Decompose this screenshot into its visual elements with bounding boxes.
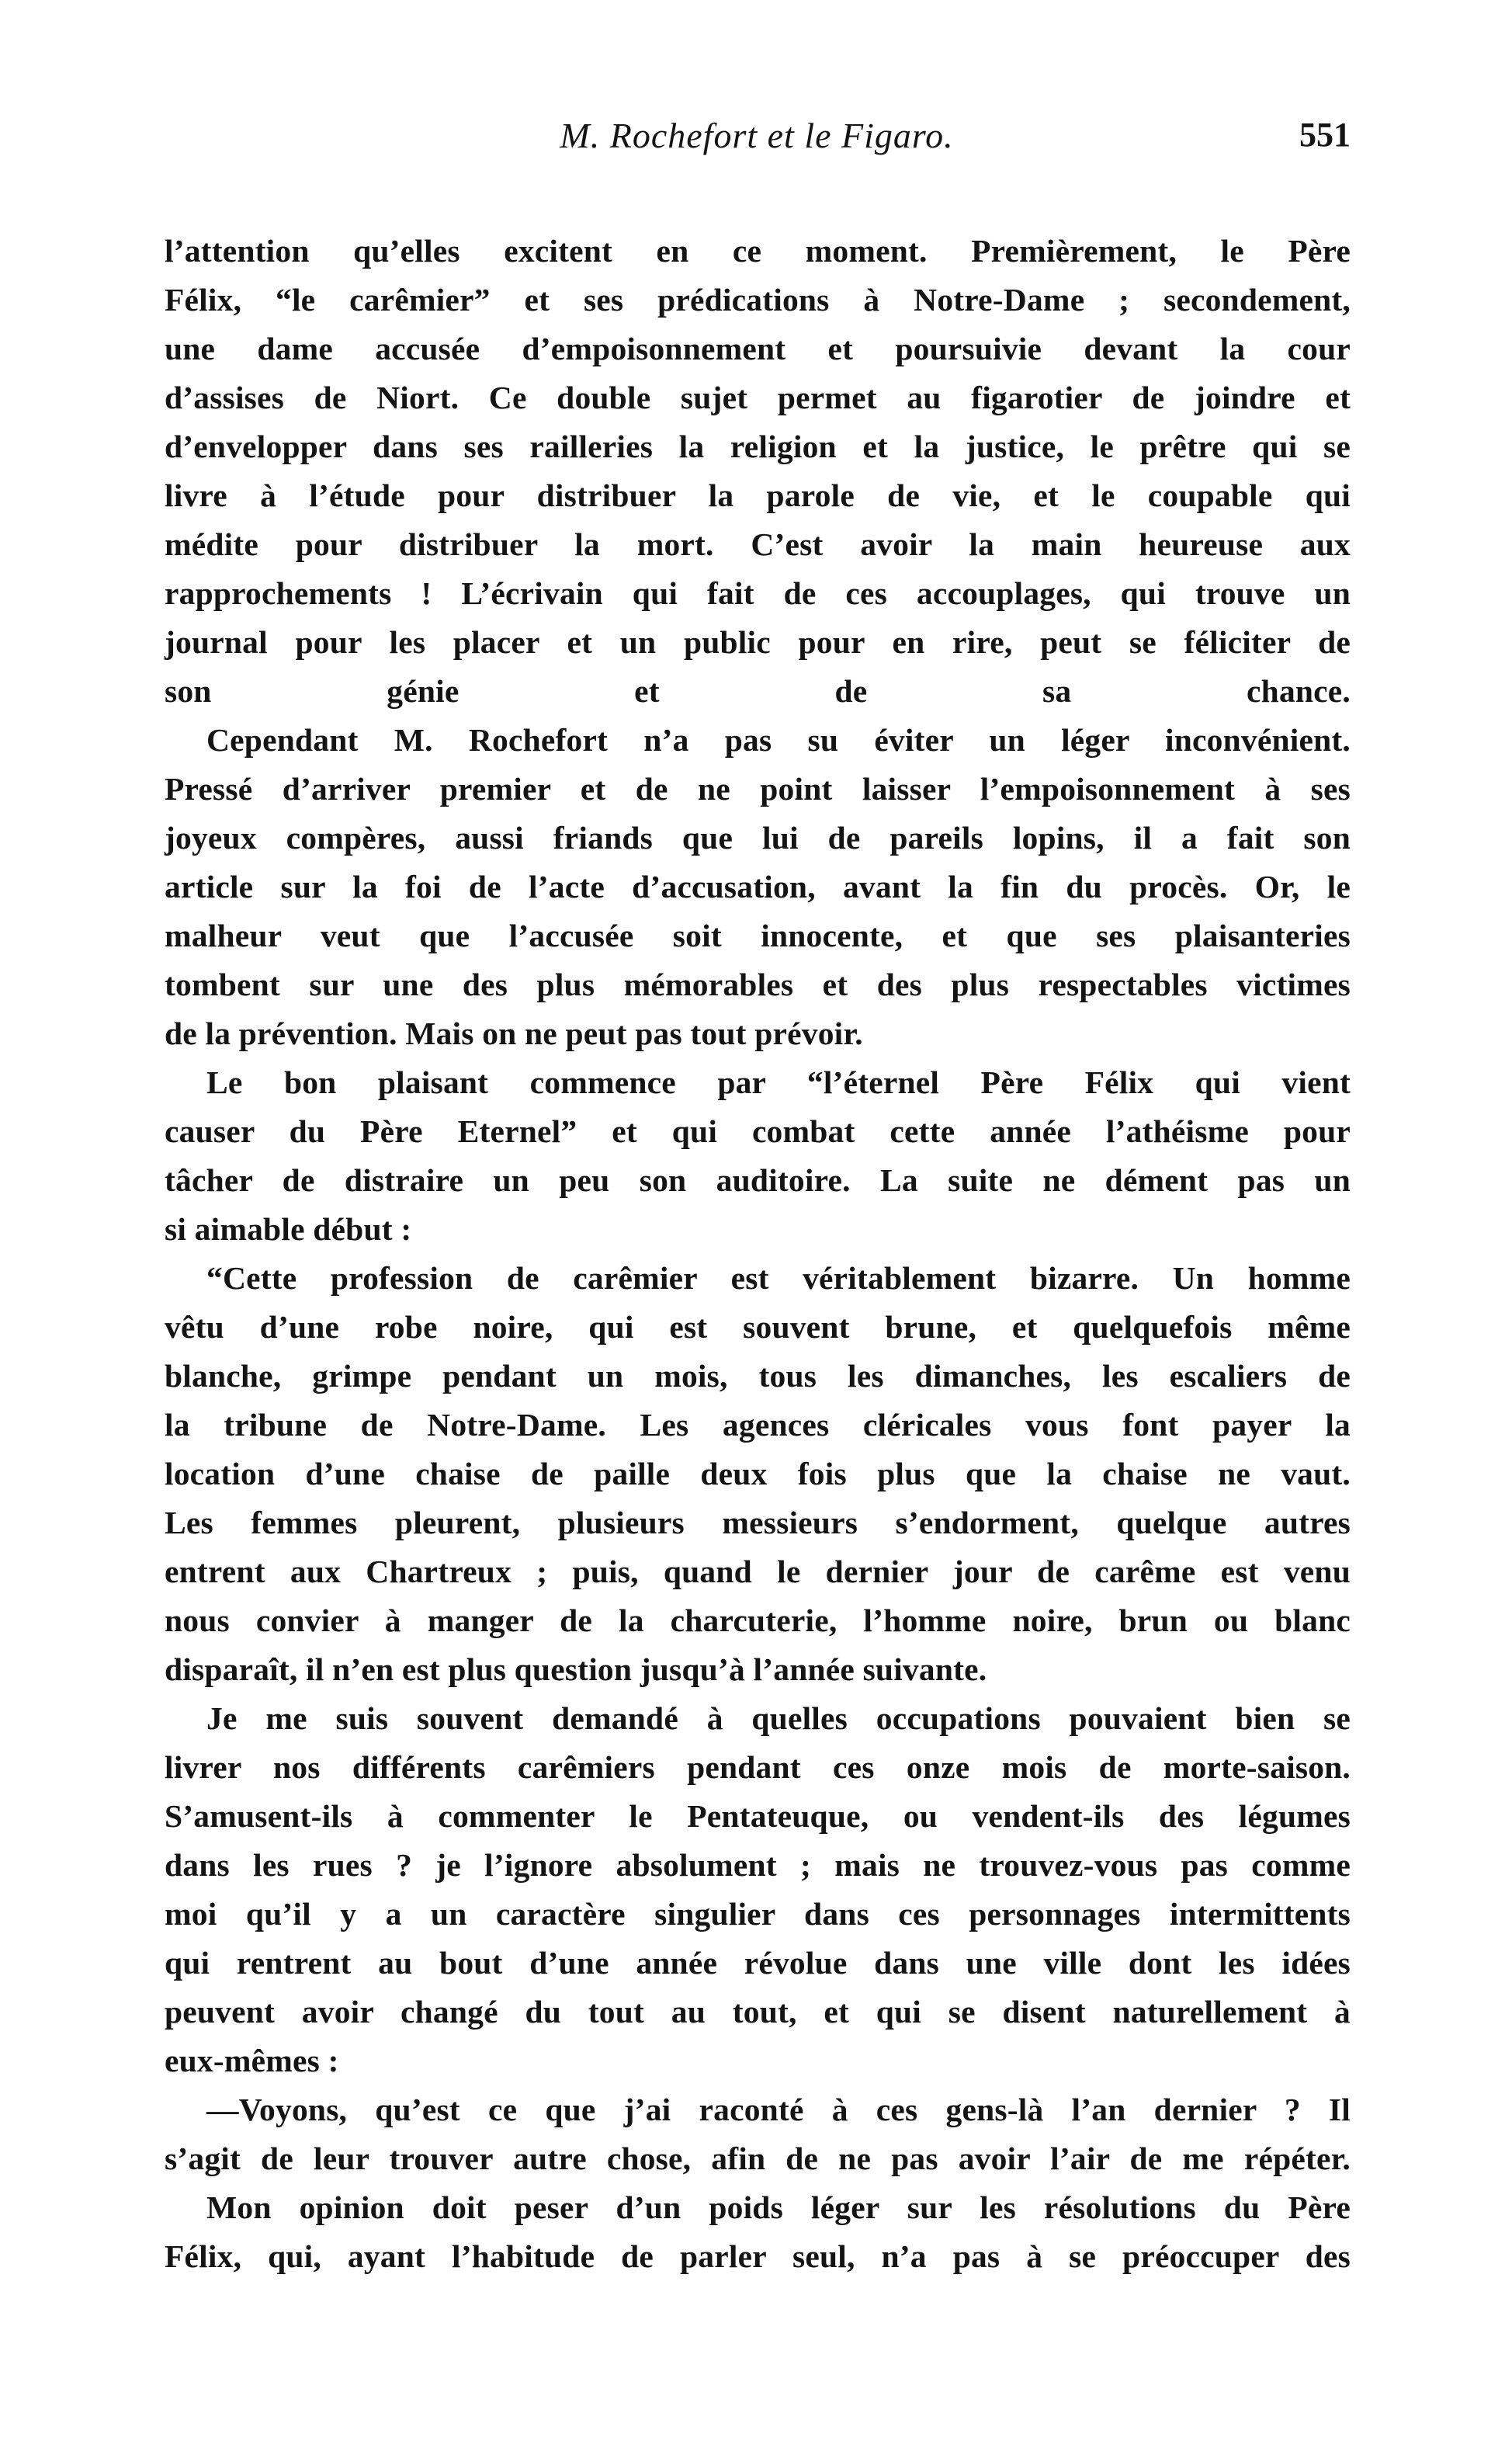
paragraph [165, 716, 1351, 1058]
text-line: vêtu d’une robe noire, qui est souvent brune, et quelquefois même [165, 1309, 1351, 1345]
text-line: causer du Père Eternel” et qui combat cette année l’athéisme pour [165, 1113, 1351, 1149]
paragraph [165, 1058, 1351, 1254]
text-line: nous convier à manger de la charcuterie, l’homme noire, brun ou blanc [165, 1603, 1351, 1638]
text-line: livre à l’étude pour distribuer la parole de vie, et le coupable qui [165, 477, 1351, 513]
text-line: location d’une chaise de paille deux fois plus que la chaise ne vaut. [165, 1456, 1351, 1491]
paragraph [165, 2183, 1351, 2281]
text-line: blanche, grimpe pendant un mois, tous les dimanches, les escaliers de [165, 1358, 1351, 1394]
text-line: disparaît, il n’en est plus question jusqu’à l’année suivante. [165, 1651, 987, 1687]
text-line: Cependant M. Rochefort n’a pas su éviter un léger inconvénient. [206, 722, 1351, 758]
text-line: tâcher de distraire un peu son auditoire. La suite ne dément pas un [165, 1162, 1351, 1198]
text-line: Les femmes pleurent, plusieurs messieurs s’endorment, quelque autres [165, 1505, 1351, 1540]
text-line: d’assises de Niort. Ce double sujet permet au figarotier de joindre et [165, 380, 1351, 415]
text-line: Félix, qui, ayant l’habitude de parler seul, n’a pas à se préoccuper des [165, 2238, 1351, 2274]
text-line: de la prévention. Mais on ne peut pas tout prévoir. [165, 1016, 863, 1051]
paragraph [165, 227, 1351, 716]
text-line: la tribune de Notre-Dame. Les agences cléricales vous font payer la [165, 1407, 1351, 1443]
text-line: si aimable début : [165, 1211, 412, 1247]
text-line: rapprochements ! L’écrivain qui fait de ces accouplages, qui trouve un [165, 575, 1351, 611]
body-text [165, 227, 1351, 2281]
running-title: M. Rochefort et le Figaro. [560, 116, 954, 155]
text-line: entrent aux Chartreux ; puis, quand le dernier jour de carême est venu [165, 1554, 1351, 1589]
text-line: l’attention qu’elles excitent en ce moment. Premièrement, le Père [165, 233, 1351, 269]
text-line: tombent sur une des plus mémorables et des plus respectables victimes [165, 967, 1351, 1002]
text-line: son génie et de sa chance. [165, 673, 1351, 709]
text-line: moi qu’il y a un caractère singulier dans ces personnages intermittents [165, 1896, 1351, 1932]
text-line: Pressé d’arriver premier et de ne point laisser l’empoisonnement à ses [165, 771, 1351, 807]
text-line: malheur veut que l’accusée soit innocente, et que ses plaisanteries [165, 918, 1351, 953]
text-line: joyeux compères, aussi friands que lui de pareils lopins, il a fait son [165, 820, 1351, 856]
text-line: journal pour les placer et un public pour en rire, peut se féliciter de [165, 624, 1351, 660]
text-line: Je me suis souvent demandé à quelles occupations pouvaient bien se [206, 1700, 1351, 1736]
text-line: Le bon plaisant commence par “l’éternel Père Félix qui vient [206, 1064, 1351, 1100]
paragraph [165, 1254, 1351, 1694]
text-line: s’agit de leur trouver autre chose, afin de ne pas avoir l’air de me répéter. [165, 2141, 1351, 2176]
text-line: eux-mêmes : [165, 2043, 339, 2078]
text-line: qui rentrent au bout d’une année révolue dans une ville dont les idées [165, 1945, 1351, 1981]
running-head [163, 115, 1351, 169]
text-line: dans les rues ? je l’ignore absolument ; mais ne trouvez-vous pas comme [165, 1847, 1351, 1883]
paragraph [165, 1694, 1351, 2085]
text-line: peuvent avoir changé du tout au tout, et qui se disent naturellement à [165, 1994, 1351, 2030]
text-line: d’envelopper dans ses railleries la religion et la justice, le prêtre qui se [165, 429, 1351, 464]
text-line: —Voyons, qu’est ce que j’ai raconté à ces gens-là l’an dernier ? Il [206, 2092, 1351, 2127]
text-line: Mon opinion doit peser d’un poids léger sur les résolutions du Père [206, 2189, 1351, 2225]
text-line: médite pour distribuer la mort. C’est avoir la main heureuse aux [165, 526, 1351, 562]
page-number: 551 [1299, 116, 1351, 154]
text-line: “Cette profession de carêmier est véritablement bizarre. Un homme [206, 1260, 1351, 1296]
text-line: Félix, “le carêmier” et ses prédications à Notre-Dame ; secondement, [165, 282, 1351, 318]
paragraph [165, 2085, 1351, 2183]
text-line: article sur la foi de l’acte d’accusation, avant la fin du procès. Or, le [165, 869, 1351, 905]
text-line: S’amusent-ils à commenter le Pentateuque, ou vendent-ils des légumes [165, 1798, 1351, 1834]
text-line: livrer nos différents carêmiers pendant ces onze mois de morte-saison. [165, 1749, 1351, 1785]
text-line: une dame accusée d’empoisonnement et poursuivie devant la cour [165, 331, 1351, 366]
